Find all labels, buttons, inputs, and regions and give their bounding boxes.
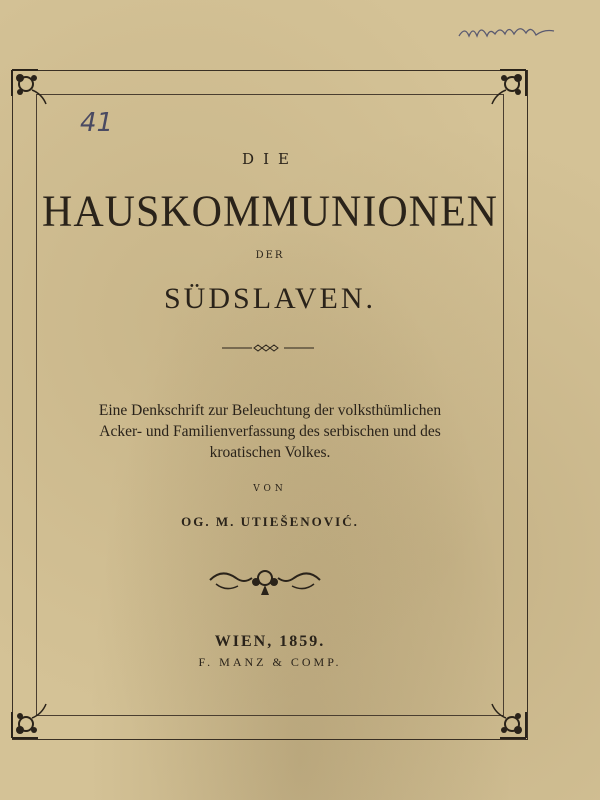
handwritten-shelf-number: 41 bbox=[80, 108, 114, 138]
description-line: Eine Denkschrift zur Beleuchtung der volksthümlichen bbox=[98, 402, 442, 419]
vignette-ornament bbox=[206, 564, 324, 598]
title-connector: DER bbox=[255, 250, 285, 261]
description bbox=[50, 400, 490, 463]
corner-ornament-bottom-right bbox=[474, 686, 530, 742]
corner-ornament-bottom-left bbox=[8, 686, 64, 742]
divider-rule bbox=[222, 342, 314, 354]
signature-scribble bbox=[455, 16, 565, 46]
corner-ornament-top-left bbox=[8, 66, 64, 122]
imprint-place-year: WIEN, 1859. bbox=[214, 633, 326, 650]
title-article: DIE bbox=[242, 150, 298, 168]
author-name: OG. M. UTIEŠENOVIĆ. bbox=[181, 514, 359, 529]
main-title: HAUSKOMMUNIONEN bbox=[42, 187, 498, 237]
subject-title: SÜDSLAVEN. bbox=[164, 282, 376, 315]
imprint-publisher: F. MANZ & COMP. bbox=[198, 655, 342, 669]
by-label: VON bbox=[253, 484, 287, 494]
corner-ornament-top-right bbox=[474, 66, 530, 122]
description-line: Acker- und Familienverfassung des serbischen und des bbox=[99, 423, 441, 440]
description-line: kroatischen Volkes. bbox=[209, 444, 331, 461]
